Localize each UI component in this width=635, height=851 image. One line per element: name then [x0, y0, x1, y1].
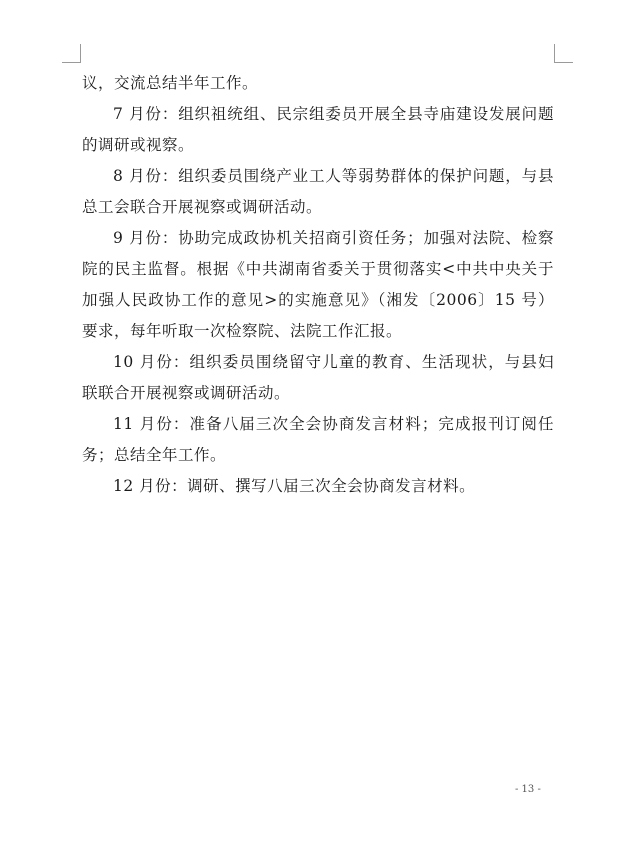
crop-mark-top-right-horizontal [554, 62, 573, 63]
paragraph-july: 7 月份：组织祖统组、民宗组委员开展全县寺庙建设发展问题的调研或视察。 [82, 105, 554, 154]
page-number: - 13 - [515, 784, 541, 795]
paragraph-november: 11 月份：准备八届三次全会协商发言材料；完成报刊订阅任务；总结全年工作。 [82, 415, 554, 464]
document-body [82, 68, 554, 502]
paragraph-december: 12 月份：调研、撰写八届三次全会协商发言材料。 [113, 477, 476, 495]
paragraph-october: 10 月份：组织委员围绕留守儿童的教育、生活现状，与县妇联联合开展视察或调研活动。 [82, 353, 554, 402]
paragraph-continuation: 议，交流总结半年工作。 [82, 74, 259, 92]
paragraph-august: 8 月份：组织委员围绕产业工人等弱势群体的保护问题，与县总工会联合开展视察或调研活动。 [82, 167, 554, 216]
crop-mark-top-left-vertical [80, 44, 81, 62]
crop-mark-top-right-vertical [554, 44, 555, 62]
crop-mark-top-left-horizontal [62, 62, 81, 63]
paragraph-september: 9 月份：协助完成政协机关招商引资任务；加强对法院、检察院的民主监督。根据《中共湖南省委关于贯彻落实<中共中央关于加强人民政协工作的意见>的实施意见》（湘发〔2006〕15 号）要求，每年听取一次检察院、法院工作汇报。 [82, 229, 554, 340]
